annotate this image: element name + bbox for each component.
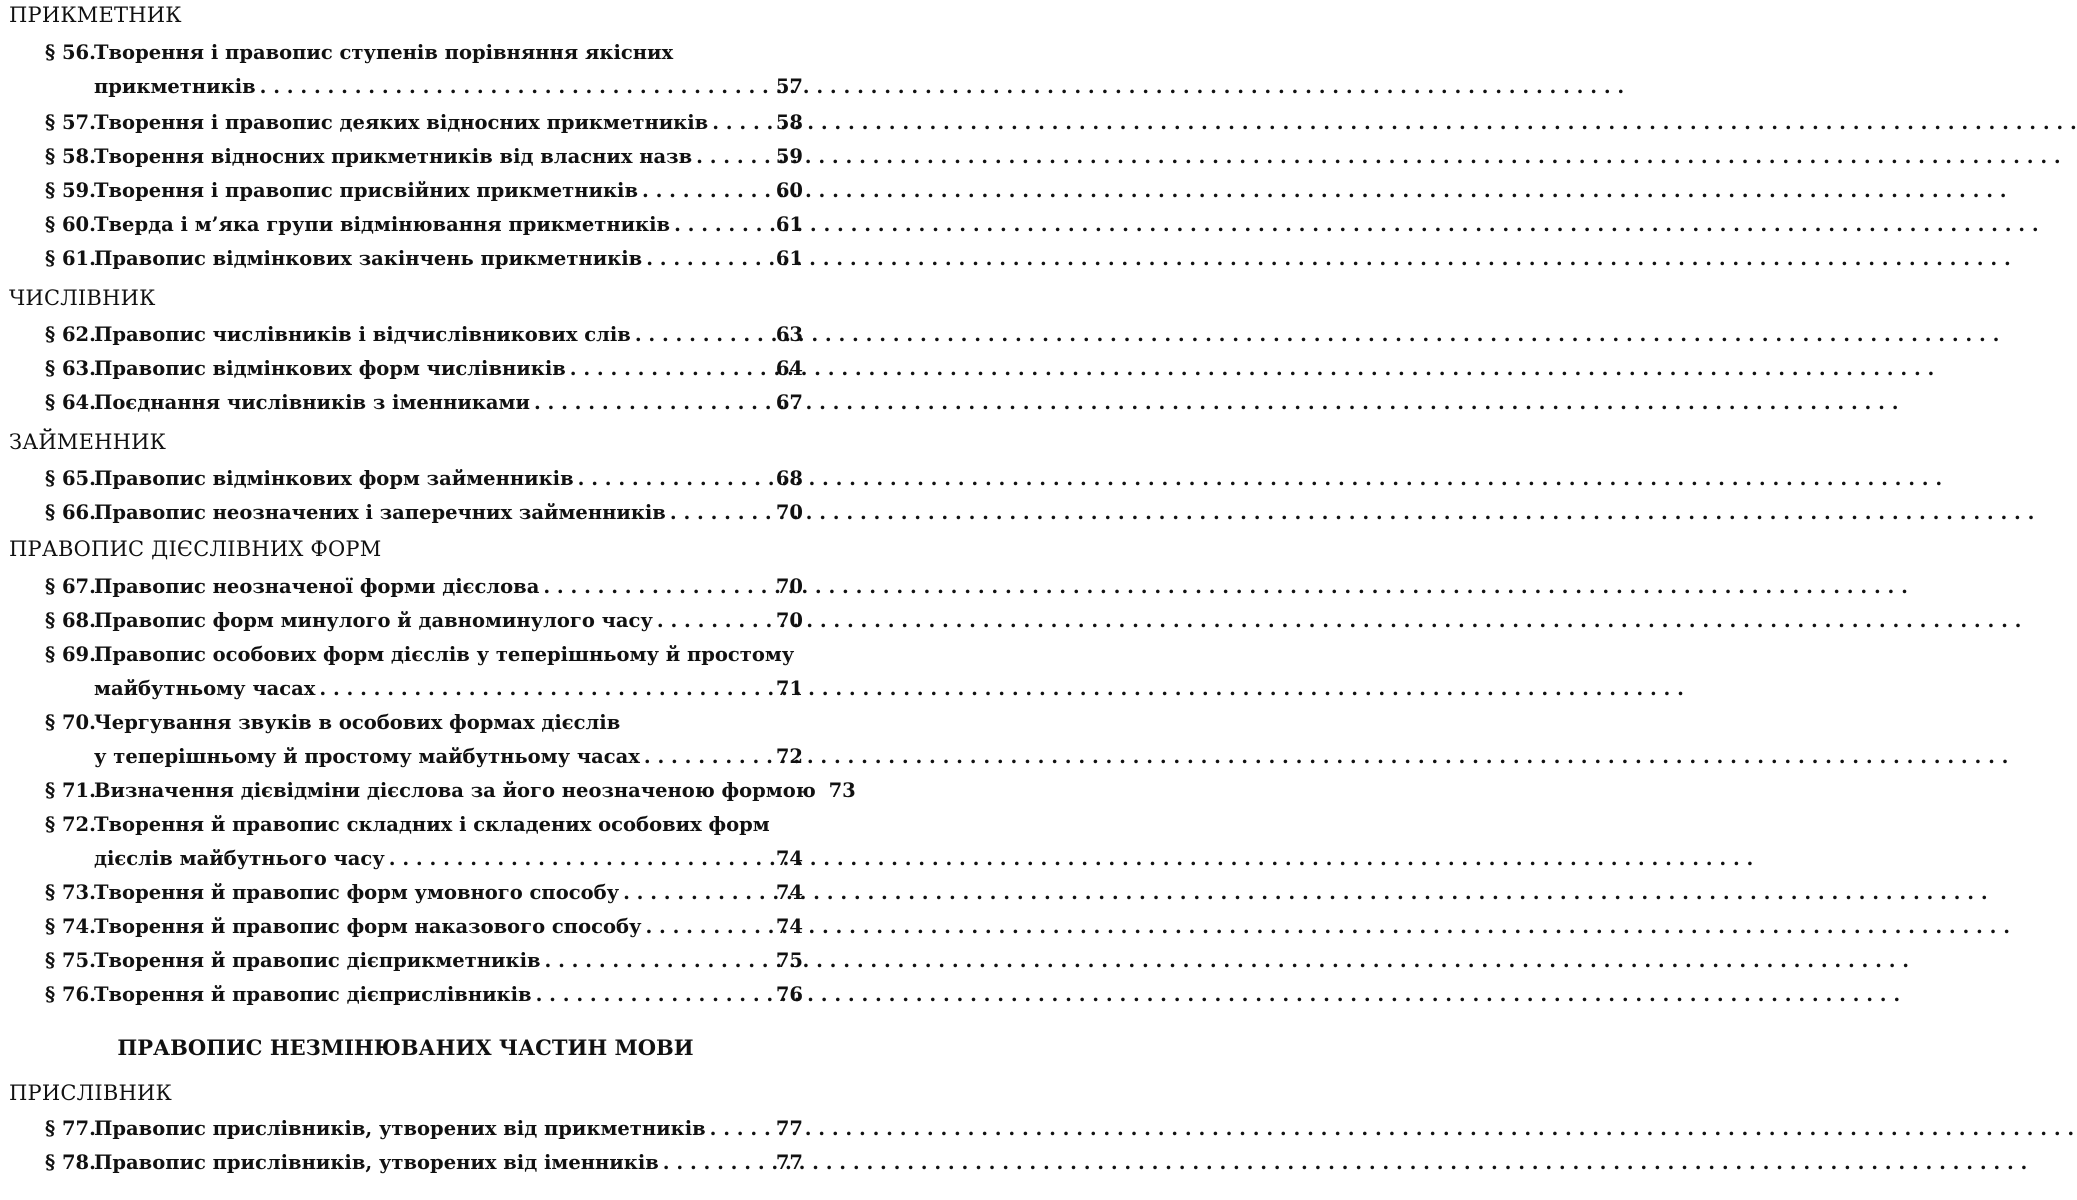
- page-number: 70: [775, 575, 803, 598]
- entry-title: Творення і правопис ступенів порівняння якісних: [94, 41, 674, 64]
- toc-entry-78[interactable]: [45, 1146, 803, 1180]
- toc-entry-60-row[interactable]: [45, 187, 803, 242]
- toc-entry-74[interactable]: [45, 910, 803, 944]
- section-number: § 69.: [45, 643, 96, 666]
- toc-entry-line: [45, 242, 803, 276]
- toc-entry-line: [45, 672, 803, 706]
- toc-entry-62[interactable]: [45, 318, 803, 352]
- toc-entry-line: [45, 808, 803, 842]
- page-number: 76: [775, 983, 803, 1006]
- toc-entry-line: [45, 570, 803, 604]
- page-number: 74: [775, 915, 803, 938]
- dot-leader: [532, 978, 763, 1012]
- section-title-adjective: ПРИКМЕТНИК: [9, 3, 182, 27]
- entry-title: Творення й правопис форм наказового способу: [94, 915, 642, 938]
- entry-title: Творення й правопис складних і складених особових форм: [94, 813, 770, 836]
- toc-entry-63[interactable]: [45, 352, 803, 386]
- entry-title: Творення й правопис форм умовного способу: [94, 881, 620, 904]
- section-number: § 65.: [45, 467, 96, 490]
- page-number: 68: [775, 467, 803, 490]
- entry-title: Творення і правопис деяких відносних прикметників: [94, 111, 709, 134]
- section-number: § 64.: [45, 391, 96, 414]
- toc-entry-71[interactable]: [45, 774, 856, 808]
- toc-entry-line: [45, 876, 803, 910]
- section-number: § 76.: [45, 983, 96, 1006]
- dot-leader: [541, 944, 763, 978]
- toc-entry-line: [45, 462, 803, 496]
- toc-entry-line: [45, 638, 803, 672]
- toc-entry-77[interactable]: [45, 1112, 803, 1146]
- section-number: § 57.: [45, 111, 96, 134]
- section-number: § 61.: [45, 247, 96, 270]
- dot-leader: [631, 318, 763, 352]
- page-number: 70: [775, 609, 803, 632]
- toc-entry-line: [45, 1146, 803, 1180]
- page-number: 64: [775, 357, 803, 380]
- dot-leader: [670, 208, 763, 242]
- section-number: § 62.: [45, 323, 96, 346]
- section-number: § 71.: [45, 779, 96, 802]
- toc-entry-line: [45, 496, 803, 530]
- part-title-indeclinable: ПРАВОПИС НЕЗМІНЮВАНИХ ЧАСТИН МОВИ: [117, 1035, 694, 1060]
- dot-leader: [640, 740, 763, 774]
- page-number: 67: [775, 391, 803, 414]
- section-number: § 74.: [45, 915, 96, 938]
- page-number: 75: [775, 949, 803, 972]
- dot-leader: [708, 106, 763, 140]
- toc-entry-line: [45, 774, 856, 808]
- section-number: § 63.: [45, 357, 96, 380]
- entry-title: Визначення дієвідміни дієслова за його неозначеною формою: [94, 779, 816, 802]
- entry-title: Творення відносних прикметників від власних назв: [94, 145, 693, 168]
- page-number: 77: [775, 1117, 803, 1140]
- section-title-pronoun: ЗАЙМЕННИК: [9, 430, 167, 454]
- entry-title: Правопис числівників і відчислівникових слів: [94, 323, 631, 346]
- section-number: § 67.: [45, 575, 96, 598]
- toc-entry-68[interactable]: [45, 604, 803, 638]
- table-of-contents-page: [0, 0, 856, 1200]
- entry-title: Правопис неозначених і заперечних займенників: [94, 501, 666, 524]
- page-number: 59: [775, 145, 803, 168]
- entry-title: Тверда і м’яка групи відмінювання прикметників: [94, 213, 671, 236]
- toc-entry-line: [45, 36, 803, 70]
- section-title-verb-forms: ПРАВОПИС ДІЄСЛІВНИХ ФОРМ: [9, 537, 382, 561]
- entry-title: Творення й правопис дієприслівників: [94, 983, 532, 1006]
- entry-title: Правопис прислівників, утворених від прикметників: [94, 1117, 706, 1140]
- dot-leader: [385, 842, 763, 876]
- section-number: § 72.: [45, 813, 96, 836]
- section-number: § 75.: [45, 949, 96, 972]
- page-number: 73: [828, 779, 856, 802]
- entry-title: Поєднання числівників з іменниками: [94, 391, 530, 414]
- toc-entry-72[interactable]: [45, 808, 803, 876]
- section-number: § 70.: [45, 711, 96, 734]
- entry-title: Правопис неозначеної форми дієслова: [94, 575, 540, 598]
- entry-title: Творення й правопис дієприкметників: [94, 949, 541, 972]
- toc-entry-76[interactable]: [45, 978, 803, 1012]
- section-title-numeral: ЧИСЛІВНИК: [9, 286, 156, 310]
- dot-leader: [574, 462, 763, 496]
- dot-leader: [692, 140, 763, 174]
- section-number: § 66.: [45, 501, 96, 524]
- toc-entry-line: [45, 352, 803, 386]
- section-number: § 68.: [45, 609, 96, 632]
- toc-entry-66[interactable]: [45, 496, 803, 530]
- dot-leader: [315, 672, 763, 706]
- toc-entry-line: [45, 706, 803, 740]
- section-number: § 73.: [45, 881, 96, 904]
- toc-entry-75[interactable]: [45, 944, 803, 978]
- toc-entry-line: [45, 604, 803, 638]
- dot-leader: [642, 242, 763, 276]
- toc-entry-line: [45, 1112, 803, 1146]
- toc-entry-73[interactable]: [45, 876, 803, 910]
- page-number: 60: [775, 179, 803, 202]
- dot-leader: [666, 496, 763, 530]
- section-number: § 77.: [45, 1117, 96, 1140]
- toc-entry-line: [45, 842, 803, 876]
- page-number: 57: [775, 75, 803, 98]
- entry-title-continued: дієслів майбутнього часу: [94, 847, 385, 870]
- page-number: 61: [775, 213, 803, 236]
- toc-entry-line: [45, 386, 803, 420]
- page-number: 63: [775, 323, 803, 346]
- section-number: § 58.: [45, 145, 96, 168]
- toc-entry-70[interactable]: [45, 706, 803, 774]
- section-number: § 78.: [45, 1151, 96, 1174]
- page-number: 77: [775, 1151, 803, 1174]
- dot-leader: [659, 1146, 763, 1180]
- toc-entry-57[interactable]: [45, 106, 803, 140]
- dot-leader: [566, 352, 763, 386]
- toc-entry-line: [45, 944, 803, 978]
- toc-entry-56[interactable]: [45, 36, 803, 104]
- section-title-adverb: ПРИСЛІВНИК: [9, 1081, 172, 1105]
- toc-entry-64[interactable]: [45, 386, 803, 420]
- section-number: § 56.: [45, 41, 96, 64]
- entry-title: Правопис відмінкових форм числівників: [94, 357, 566, 380]
- entry-title: Правопис відмінкових форм займенників: [94, 467, 574, 490]
- dot-leader: [256, 70, 763, 104]
- entry-title: Правопис особових форм дієслів у теперішньому й простому: [94, 643, 795, 666]
- page-number: 61: [775, 247, 803, 270]
- entry-title: Правопис форм минулого й давноминулого часу: [94, 609, 653, 632]
- toc-entry-65[interactable]: [45, 462, 803, 496]
- toc-entry-line: [45, 910, 803, 944]
- page-number: 71: [775, 677, 803, 700]
- dot-leader: [539, 570, 763, 604]
- page-number: 74: [775, 847, 803, 870]
- toc-entry-line: [45, 318, 803, 352]
- page-number: 72: [775, 745, 803, 768]
- toc-entry-line: [45, 70, 803, 104]
- entry-title-continued: майбутньому часах: [94, 677, 316, 700]
- toc-entry-line: [45, 740, 803, 774]
- entry-title-continued: прикметників: [94, 75, 256, 98]
- page-number: 74: [775, 881, 803, 904]
- page-number: 58: [775, 111, 803, 134]
- toc-entry-line: [45, 106, 803, 140]
- page-number: 70: [775, 501, 803, 524]
- dot-leader: [706, 1112, 763, 1146]
- dot-leader: [530, 386, 763, 420]
- toc-entry-line: [45, 978, 803, 1012]
- toc-entry-58[interactable]: [45, 140, 803, 174]
- toc-entry-61[interactable]: [45, 242, 803, 276]
- toc-entry-69[interactable]: [45, 638, 803, 706]
- section-number: § 59.: [45, 179, 96, 202]
- entry-title: Правопис прислівників, утворених від іменників: [94, 1151, 659, 1174]
- entry-title-continued: у теперішньому й простому майбутньому часах: [94, 745, 640, 768]
- entry-title: Чергування звуків в особових формах дієслів: [94, 711, 621, 734]
- section-number: § 60.: [45, 213, 96, 236]
- toc-entry-line: [45, 140, 803, 174]
- entry-title: Творення і правопис присвійних прикметників: [94, 179, 639, 202]
- dot-leader: [641, 910, 763, 944]
- dot-leader: [619, 876, 763, 910]
- entry-title: Правопис відмінкових закінчень прикметників: [94, 247, 643, 270]
- dot-leader: [653, 604, 763, 638]
- toc-entry-line: [45, 208, 803, 242]
- toc-entry-67[interactable]: [45, 570, 803, 604]
